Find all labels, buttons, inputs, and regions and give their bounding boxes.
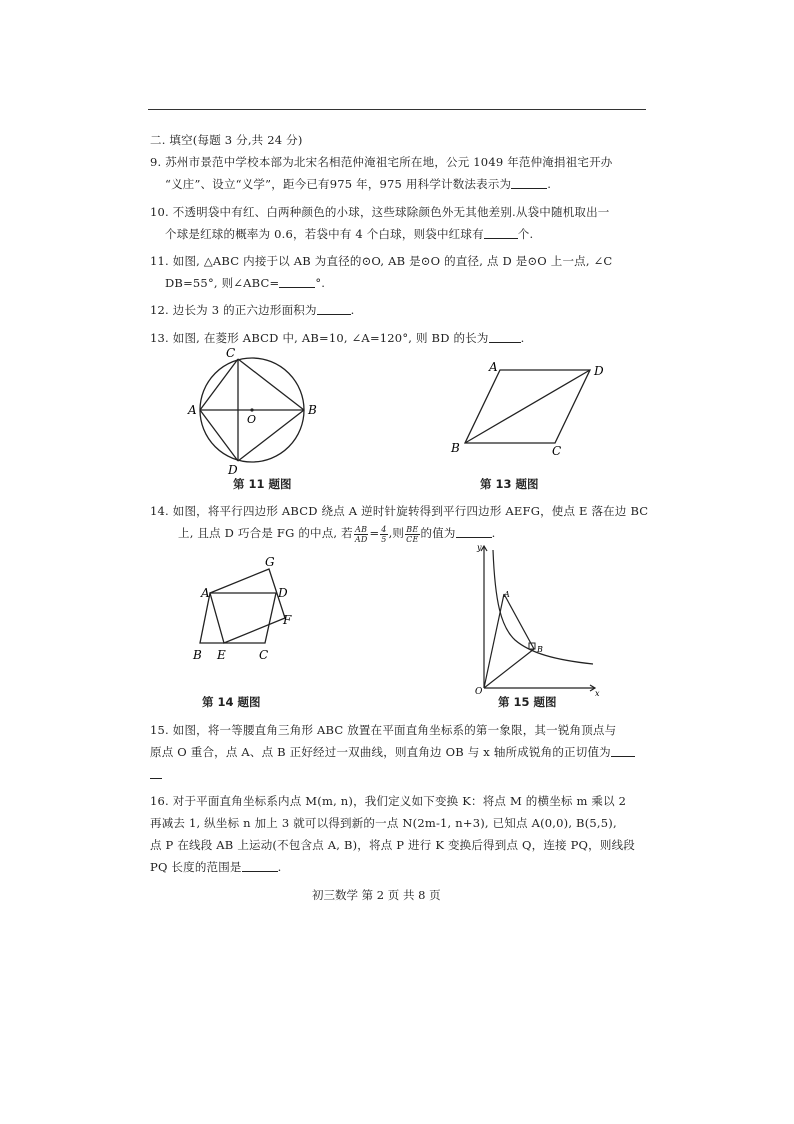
q10-line2 (165, 227, 533, 241)
q11-line1: 11. 如图, △ABC 内接于以 AB 为直径的⊙O, AB 是⊙O 的直径, 点 D 是⊙O 上一点, ∠C (150, 254, 613, 268)
q14-answer-blank[interactable] (456, 527, 492, 538)
figure-15 (475, 542, 605, 697)
q14-line1: 14. 如图，将平行四边形 ABCD 绕点 A 逆时针旋转得到平行四边形 AEFG，使点 E 落在边 BC (150, 504, 649, 518)
fig13-label-c: C (552, 444, 562, 458)
fig14-label-b: B (193, 648, 202, 662)
fig11-label-d: D (228, 463, 238, 477)
q14-fraction-4-5 (380, 525, 387, 544)
fig11-line-cb (238, 359, 304, 410)
fig11-label-c: C (226, 346, 236, 360)
fig15-line-oa (484, 594, 504, 688)
fig11-label-b: B (308, 403, 317, 417)
q15-answer-blank-part2[interactable] (150, 768, 162, 779)
fig15-caption: 第 15 题图 (498, 695, 557, 709)
q15-answer-blank-part1[interactable] (611, 746, 635, 757)
q14-eq: = (369, 526, 380, 540)
q14-fraction-be-ce (405, 525, 419, 544)
fig14-label-a: A (201, 586, 210, 600)
q14-frac3-den: CE (406, 534, 419, 544)
fig13-label-b: B (451, 441, 460, 455)
q13-end: . (520, 331, 525, 345)
q14-frac2-num: 4 (381, 524, 387, 534)
fig11-caption: 第 11 题图 (233, 477, 292, 491)
section-title: 二. 填空(每题 3 分,共 24 分) (150, 133, 303, 147)
fig15-hyperbola (493, 550, 593, 664)
fig14-caption: 第 14 题图 (202, 695, 261, 709)
q14-text-a: 上, 且点 D 巧合是 FG 的中点, 若 (178, 526, 353, 540)
fig15-label-x: x (595, 689, 600, 698)
q12-line1 (150, 303, 355, 317)
q16-end: . (277, 860, 282, 874)
q9-line1: 9. 苏州市景范中学校本部为北宋名相范仲淹祖宅所在地，公元 1049 年范仲淹捐祖宅开办 (150, 155, 613, 169)
q16-line3: 点 P 在线段 AB 上运动(不包含点 A, B)，将点 P 进行 K 变换后得到点 Q，连接 PQ，则线段 (150, 838, 635, 852)
q11-text: DB=55°, 则∠ABC= (165, 276, 280, 290)
q10-line1: 10. 不透明袋中有红、白两种颜色的小球，这些球除颜色外无其他差别.从袋中随机取出一 (150, 205, 610, 219)
q14-text-b: 的值为 (420, 526, 456, 540)
q13-answer-blank[interactable] (489, 332, 521, 343)
q16-answer-blank[interactable] (242, 861, 278, 872)
q14-line2 (178, 522, 495, 544)
q15-line2 (150, 745, 635, 759)
fig13-caption: 第 13 题图 (480, 477, 539, 491)
fig13-label-a: A (489, 360, 498, 374)
figure-14 (185, 552, 295, 664)
q13-text: 13. 如图, 在菱形 ABCD 中, AB=10, ∠A=120°, 则 BD 的长为 (150, 331, 489, 345)
fig14-label-f: F (283, 613, 292, 627)
figure-13 (440, 355, 620, 465)
q15-text: 原点 O 重合，点 A、点 B 正好经过一双曲线，则直角边 OB 与 x 轴所成锐角的正切值为 (150, 745, 611, 759)
figure-11 (180, 345, 330, 475)
q14-then: ,则 (388, 526, 405, 540)
fig14-label-d: D (278, 586, 288, 600)
q11-end: °. (315, 276, 326, 290)
q9-answer-blank[interactable] (511, 178, 547, 189)
fig14-label-c: C (259, 648, 269, 662)
fig15-line-ab (504, 594, 534, 649)
q16-line1: 16. 对于平面直角坐标系内点 M(m, n)，我们定义如下变换 K：将点 M 的横坐标 m 乘以 2 (150, 794, 627, 808)
fig15-label-a: A (504, 590, 510, 599)
q9-line2 (165, 177, 551, 191)
q14-fraction-ab-ad (354, 525, 369, 544)
q14-end: . (491, 526, 496, 540)
q10-text: 个球是红球的概率为 0.6，若袋中有 4 个白球，则袋中红球有 (165, 227, 484, 241)
top-rule (148, 109, 646, 110)
fig13-diagonal-bd (465, 370, 590, 443)
q11-answer-blank[interactable] (279, 277, 315, 288)
q12-answer-blank[interactable] (317, 304, 351, 315)
fig14-label-e: E (217, 648, 226, 662)
q16-line4 (150, 860, 281, 874)
fig11-label-o: O (247, 413, 257, 426)
q9-end: . (547, 177, 552, 191)
q16-line2: 再减去 1, 纵坐标 n 加上 3 就可以得到新的一点 N(2m-1, n+3), 已知点 A(0,0), B(5,5), (150, 816, 617, 830)
fig11-center-dot (250, 408, 253, 411)
fig15-label-b: B (537, 645, 543, 654)
fig11-line-ac (200, 359, 238, 410)
fig11-label-a: A (188, 403, 197, 417)
q14-frac3-num: BE (406, 524, 419, 534)
q9-text: “义庄”、设立“义学”，距今已有975 年，975 用科学计数法表示为 (165, 177, 512, 191)
q10-end: 个. (517, 227, 534, 241)
q10-answer-blank[interactable] (484, 228, 518, 239)
page-footer: 初三数学 第 2 页 共 8 页 (312, 888, 441, 902)
q14-frac1-num: AB (355, 524, 368, 534)
q13-line1 (150, 331, 524, 345)
q15-line1: 15. 如图，将一等腰直角三角形 ABC 放置在平面直角坐标系的第一象限，其一锐角顶点与 (150, 723, 617, 737)
fig14-label-g: G (265, 555, 275, 569)
q14-frac1-den: AD (354, 534, 368, 544)
q11-line2 (165, 276, 325, 290)
q15-line3 (150, 767, 162, 781)
fig14-parallelogram-abcd (200, 593, 276, 643)
q12-text: 12. 边长为 3 的正六边形面积为 (150, 303, 317, 317)
fig13-label-d: D (594, 364, 604, 378)
fig15-label-o: O (475, 687, 483, 697)
q16-text: PQ 长度的范围是 (150, 860, 242, 874)
q12-end: . (350, 303, 355, 317)
fig15-label-y: y (477, 543, 482, 552)
fig11-line-ad (200, 410, 238, 461)
q14-frac2-den: 5 (381, 534, 387, 544)
